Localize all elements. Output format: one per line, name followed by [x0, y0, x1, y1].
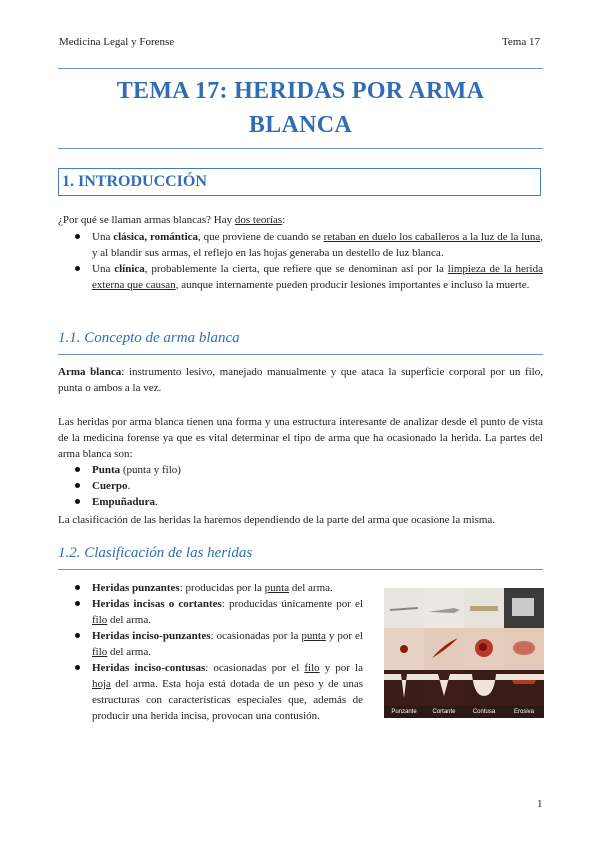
title-rule-top [58, 68, 543, 69]
figure-label: Contusa [472, 709, 496, 715]
weapon-parts-list [58, 462, 543, 510]
theory-classic: Una clásica, romántica, que proviene de cuando se retaban en duelo los caballeros a la luz de la luna, y al blandir sus armas, el reflejo en las hojas generaba un destello de luz blanca. [58, 229, 543, 261]
section-heading-box [58, 168, 541, 196]
figure-label: Cortante [432, 709, 456, 715]
figure-labels [384, 706, 544, 718]
analysis-paragraph: Las heridas por arma blanca tienen una forma y una estructura interesante de analizar desde el punto de vista de la medicina forense ya que es vital determinar el tipo de arma que ha ocasionado la herida. La partes del arma blanca son: [58, 416, 543, 460]
subsection-rule-concept [58, 354, 543, 355]
wound-item-inciso-punzantes: Heridas inciso-punzantes: ocasionadas por la punta y por el filo del arma. [58, 628, 363, 660]
subsection-heading-concept: 1.1. Concepto de arma blanca [58, 330, 240, 346]
header-subject: Medicina Legal y Forense [59, 36, 175, 48]
wound-item-punzantes: Heridas punzantes: producidas por la punta del arma. [58, 580, 363, 596]
figure-label: Punzante [391, 709, 417, 715]
subsection-rule-classification [58, 569, 543, 570]
subsection-heading-classification: 1.2. Clasificación de las heridas [58, 545, 253, 561]
title-line-2: BLANCA [248, 112, 353, 138]
page-number: 1 [537, 798, 543, 810]
definition-paragraph: Arma blanca: instrumento lesivo, manejado manualmente y que ataca la superficie corporal por un filo, punta o ambos a la vez. [58, 366, 543, 394]
wound-types-list [58, 580, 363, 724]
header-topic: Tema 17 [501, 36, 540, 48]
wound-illustration [384, 588, 544, 718]
figure-label: Erosiva [513, 709, 534, 715]
intro-theories-list [58, 229, 543, 293]
intro-question: ¿Por qué se llaman armas blancas? Hay dos teorías: [58, 214, 286, 226]
wound-item-incisas: Heridas incisas o cortantes: producidas únicamente por el filo del arma. [58, 596, 363, 628]
classification-intro: La clasificación de las heridas la haremos dependiendo de la parte del arma que ocasione la misma. [58, 514, 496, 526]
theory-clinical: Una clínica, probablemente la cierta, que refiere que se denominan así por la limpieza de la herida externa que causan, aunque internamente pueden producir lesiones importantes e incluso la muerte. [58, 261, 543, 293]
part-item: Empuñadura. [58, 494, 543, 510]
title-line-1: TEMA 17: HERIDAS POR ARMA [116, 78, 485, 104]
page-title [58, 74, 543, 142]
wound-types-figure [384, 588, 544, 718]
title-rule-bottom [58, 148, 543, 149]
part-item: Punta (punta y filo) [58, 462, 543, 478]
part-item: Cuerpo. [58, 478, 543, 494]
section-heading-intro: 1. INTRODUCCIÓN [62, 173, 207, 190]
wound-item-inciso-contusas: Heridas inciso-contusas: ocasionadas por el filo y por la hoja del arma. Esta hoja está dotada de un peso y de unas estructuras con características especiales que, además de producir una herida incisa, provocan una contusión. [58, 660, 363, 724]
